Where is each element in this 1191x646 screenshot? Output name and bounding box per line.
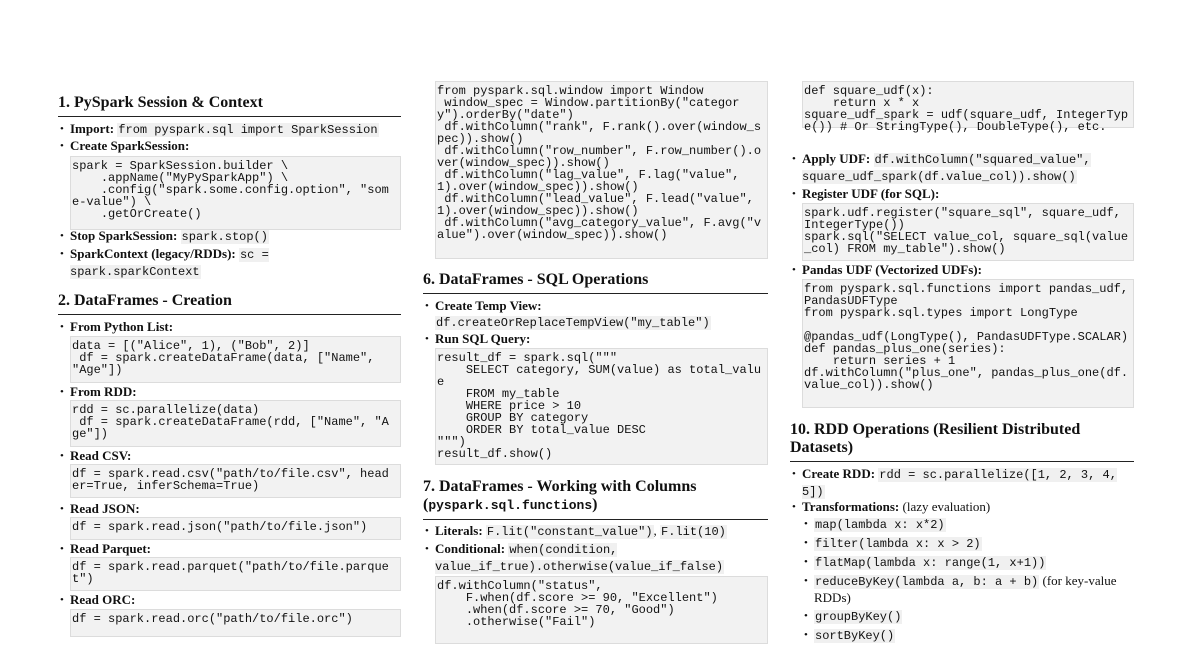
bullet-run-sql xyxy=(423,331,768,347)
transformation-code: sortByKey() xyxy=(815,629,895,643)
register-udf-label: Register UDF (for SQL): xyxy=(802,186,940,201)
spark-context-code: sc = spark.sparkContext xyxy=(70,248,269,279)
bullet-from-list xyxy=(58,319,401,335)
transformation-code: flatMap(lambda x: range(1, x+1)) xyxy=(815,556,1046,570)
pandas-udf-code: from pyspark.sql.functions import pandas_udf, PandasUDFType from pyspark.sql.types import LongType @pandas_udf(LongType(), PandasUDFType.SCALAR) def pandas_plus_one(series): return series + 1 df.withColumn("plus_one", pandas_plus_one(df.value_col)).show() xyxy=(802,279,1134,408)
section-title-rdd: 10. RDD Operations (Resilient Distributed Datasets) xyxy=(790,421,1134,462)
bullet-spark-context xyxy=(58,246,401,280)
literals-label: Literals: xyxy=(435,523,483,538)
list-item xyxy=(802,554,1134,571)
read-parquet-label: Read Parquet: xyxy=(70,541,152,556)
conditional-block-code: df.withColumn("status", F.when(df.score >= 90, "Excellent") .when(df.score >= 70, "Good") .otherwise("Fail") xyxy=(435,576,768,644)
literals-code-2: F.lit(10) xyxy=(661,525,726,539)
bullet-read-json xyxy=(58,501,401,517)
create-session-code: spark = SparkSession.builder \ .appName("MyPySparkApp") \ .config("spark.some.config.option", "some-value") \ .getOrCreate() xyxy=(70,156,401,230)
literals-separator: , xyxy=(653,523,657,538)
apply-udf-label: Apply UDF: xyxy=(802,151,871,166)
list-item xyxy=(802,516,1134,533)
read-json-code: df = spark.read.json("path/to/file.json") xyxy=(70,517,401,540)
bullet-transformations xyxy=(790,499,1134,515)
read-orc-label: Read ORC: xyxy=(70,592,136,607)
transformation-note: (for key-value RDDs) xyxy=(814,573,1117,605)
read-csv-code: df = spark.read.csv("path/to/file.csv", header=True, inferSchema=True) xyxy=(70,464,401,498)
bullet-import xyxy=(58,121,401,138)
bullet-read-orc xyxy=(58,592,401,608)
pandas-udf-label: Pandas UDF (Vectorized UDFs): xyxy=(802,262,982,277)
temp-view-code: df.createOrReplaceTempView("my_table") xyxy=(436,316,710,330)
list-item xyxy=(802,608,1134,625)
bullet-conditional xyxy=(423,541,768,575)
apply-udf-code: df.withColumn("squared_value", square_udf_spark(df.value_col)).show() xyxy=(802,153,1091,184)
section-title-creation: 2. DataFrames - Creation xyxy=(58,292,401,315)
list-item xyxy=(802,627,1134,644)
run-sql-label: Run SQL Query: xyxy=(435,331,531,346)
read-json-label: Read JSON: xyxy=(70,501,140,516)
from-rdd-code: rdd = sc.parallelize(data) df = spark.createDataFrame(rdd, ["Name", "Age"]) xyxy=(70,400,401,447)
spark-context-label: SparkContext (legacy/RDDs): xyxy=(70,246,236,261)
window-functions-code: from pyspark.sql.window import Window window_spec = Window.partitionBy("category").orderBy("date") df.withColumn("rank", F.rank().over(window_spec)).show() df.withColumn("row_number", F.row_number().over(window_spec)).show() df.withColumn("lag_value", F.lag("value", 1).over(window_spec)).show() df.withColumn("lead_value", F.lead("value", 1).over(window_spec)).show() df.withColumn("avg_category_value", F.avg("value").over(window_spec)).show() xyxy=(435,81,768,259)
create-rdd-label: Create RDD: xyxy=(802,466,876,481)
transformation-code: reduceByKey(lambda a, b: a + b) xyxy=(815,575,1039,589)
bullet-from-rdd xyxy=(58,384,401,400)
transformations-label: Transformations: xyxy=(802,499,900,514)
bullet-literals xyxy=(423,523,768,540)
columns-title-code: pyspark.sql.functions xyxy=(428,498,593,513)
register-udf-code: spark.udf.register("square_sql", square_udf, IntegerType()) spark.sql("SELECT value_col, square_sql(value_col) FROM my_table").show() xyxy=(802,203,1134,261)
create-session-label: Create SparkSession: xyxy=(70,138,190,153)
create-rdd-code: rdd = sc.parallelize([1, 2, 3, 4, 5]) xyxy=(802,468,1117,499)
run-sql-code: result_df = spark.sql(""" SELECT category, SUM(value) as total_value FROM my_table WHERE price > 10 GROUP BY category ORDER BY total_value DESC """) result_df.show() xyxy=(435,348,768,465)
udf-definition-code: def square_udf(x): return x * x square_udf_spark = udf(square_udf, IntegerType()) # Or StringType(), DoubleType(), etc. xyxy=(802,81,1134,128)
section-title-session: 1. PySpark Session & Context xyxy=(58,94,401,117)
columns-title-text: 7. DataFrames - Working with Columns xyxy=(423,478,697,495)
list-item xyxy=(802,535,1134,552)
bullet-stop-session xyxy=(58,228,401,245)
from-list-code: data = [("Alice", 1), ("Bob", 2)] df = spark.createDataFrame(data, ["Name", "Age"]) xyxy=(70,336,401,383)
transformation-code: groupByKey() xyxy=(815,610,902,624)
from-rdd-label: From RDD: xyxy=(70,384,137,399)
transformation-code: map(lambda x: x*2) xyxy=(815,518,945,532)
bullet-create-session xyxy=(58,138,401,154)
bullet-register-udf xyxy=(790,186,1134,202)
bullet-create-rdd xyxy=(790,466,1134,500)
transformations-list xyxy=(802,516,1134,646)
conditional-label: Conditional: xyxy=(435,541,506,556)
bullet-apply-udf xyxy=(790,151,1134,185)
bullet-pandas-udf xyxy=(790,262,1134,278)
read-orc-code: df = spark.read.orc("path/to/file.orc") xyxy=(70,609,401,637)
stop-session-label: Stop SparkSession: xyxy=(70,228,178,243)
import-code: from pyspark.sql import SparkSession xyxy=(118,123,378,137)
transformations-note: (lazy evaluation) xyxy=(902,499,991,514)
read-csv-label: Read CSV: xyxy=(70,448,132,463)
literals-code-1: F.lit("constant_value") xyxy=(486,525,653,539)
from-list-label: From Python List: xyxy=(70,319,174,334)
transformation-code: filter(lambda x: x > 2) xyxy=(815,537,981,551)
list-item xyxy=(802,573,1134,606)
temp-view-label: Create Temp View: xyxy=(435,298,542,313)
bullet-temp-view xyxy=(423,298,768,331)
section-title-sql: 6. DataFrames - SQL Operations xyxy=(423,271,768,294)
bullet-read-parquet xyxy=(58,541,401,557)
section-title-columns: 7. DataFrames - Working with Columns (pyspark.sql.functions) xyxy=(423,478,768,520)
bullet-read-csv xyxy=(58,448,401,464)
read-parquet-code: df = spark.read.parquet("path/to/file.parquet") xyxy=(70,557,401,591)
import-label: Import: xyxy=(70,121,115,136)
stop-session-code: spark.stop() xyxy=(181,230,268,244)
conditional-code: when(condition, value_if_true).otherwise(value_if_false) xyxy=(435,543,724,574)
